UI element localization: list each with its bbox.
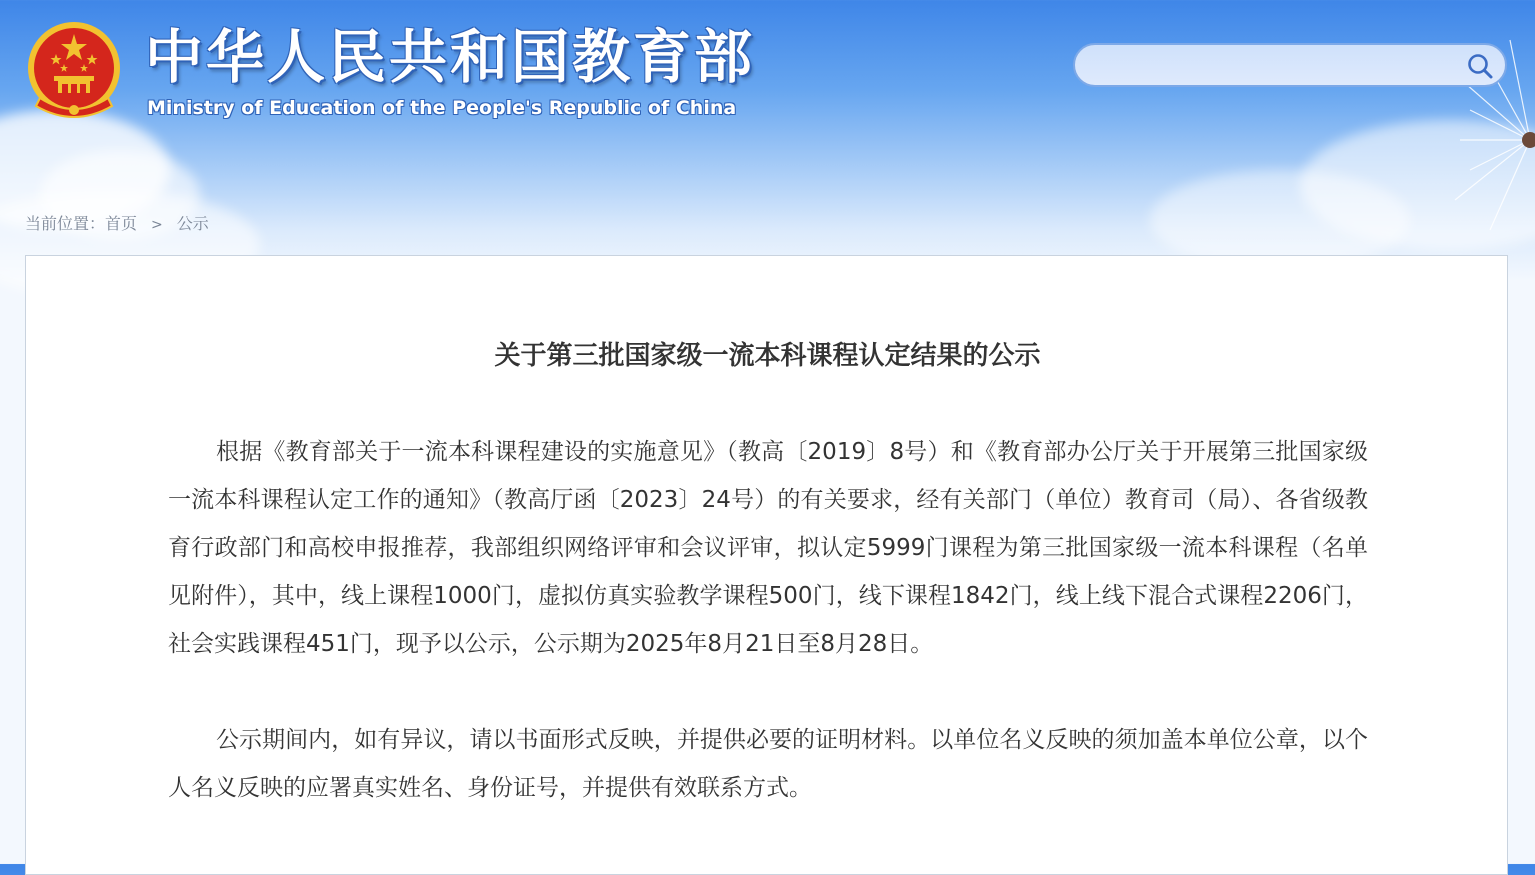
article-title: 关于第三批国家级一流本科课程认定结果的公示 xyxy=(494,341,1041,371)
breadcrumb-announcement-link[interactable]: 公示 xyxy=(176,214,209,233)
article-paragraph: 公示期间内，如有异议，请以书面形式反映，并提供必要的证明材料。以单位名义反映的须加盖本单位公章，以个人名义反映的应署真实姓名、身份证号，并提供有效联系方式。 xyxy=(168,727,1368,801)
site-name-english: Ministry of Education of the People's Republic of China xyxy=(147,97,737,119)
search-box xyxy=(1073,43,1507,87)
breadcrumb-prefix: 当前位置： xyxy=(25,214,106,233)
site-name[interactable]: 中华人民共和国教育部 xyxy=(145,23,756,91)
search-input[interactable] xyxy=(1091,53,1455,79)
national-emblem-icon[interactable] xyxy=(26,20,122,120)
article-paragraph: 根据《教育部关于一流本科课程建设的实施意见》（教高〔2019〕8号）和《教育部办公厅关于开展第三批国家级一流本科课程认定工作的通知》（教高厅函〔2023〕24号）的有关要求，经有关部门（单位）教育司（局）、各省级教育行政部门和高校申报推荐，我部组织网络评审和会议评审，拟认定5999门课程为第三批国家级一流本科课程（名单见附件），其中，线上课程1000门，虚拟仿真实验教学课程500门，线下课程1842门，线上线下混合式课程2206门，社会实践课程451门，现予以公示，公示期为2025年8月21日至8月28日。 xyxy=(168,439,1368,657)
breadcrumb xyxy=(25,212,209,236)
breadcrumb-home-link[interactable]: 首页 xyxy=(105,214,138,233)
article-container xyxy=(25,255,1508,875)
search-icon xyxy=(1465,51,1495,81)
breadcrumb-separator: > xyxy=(151,217,163,233)
search-button[interactable] xyxy=(1465,51,1495,81)
